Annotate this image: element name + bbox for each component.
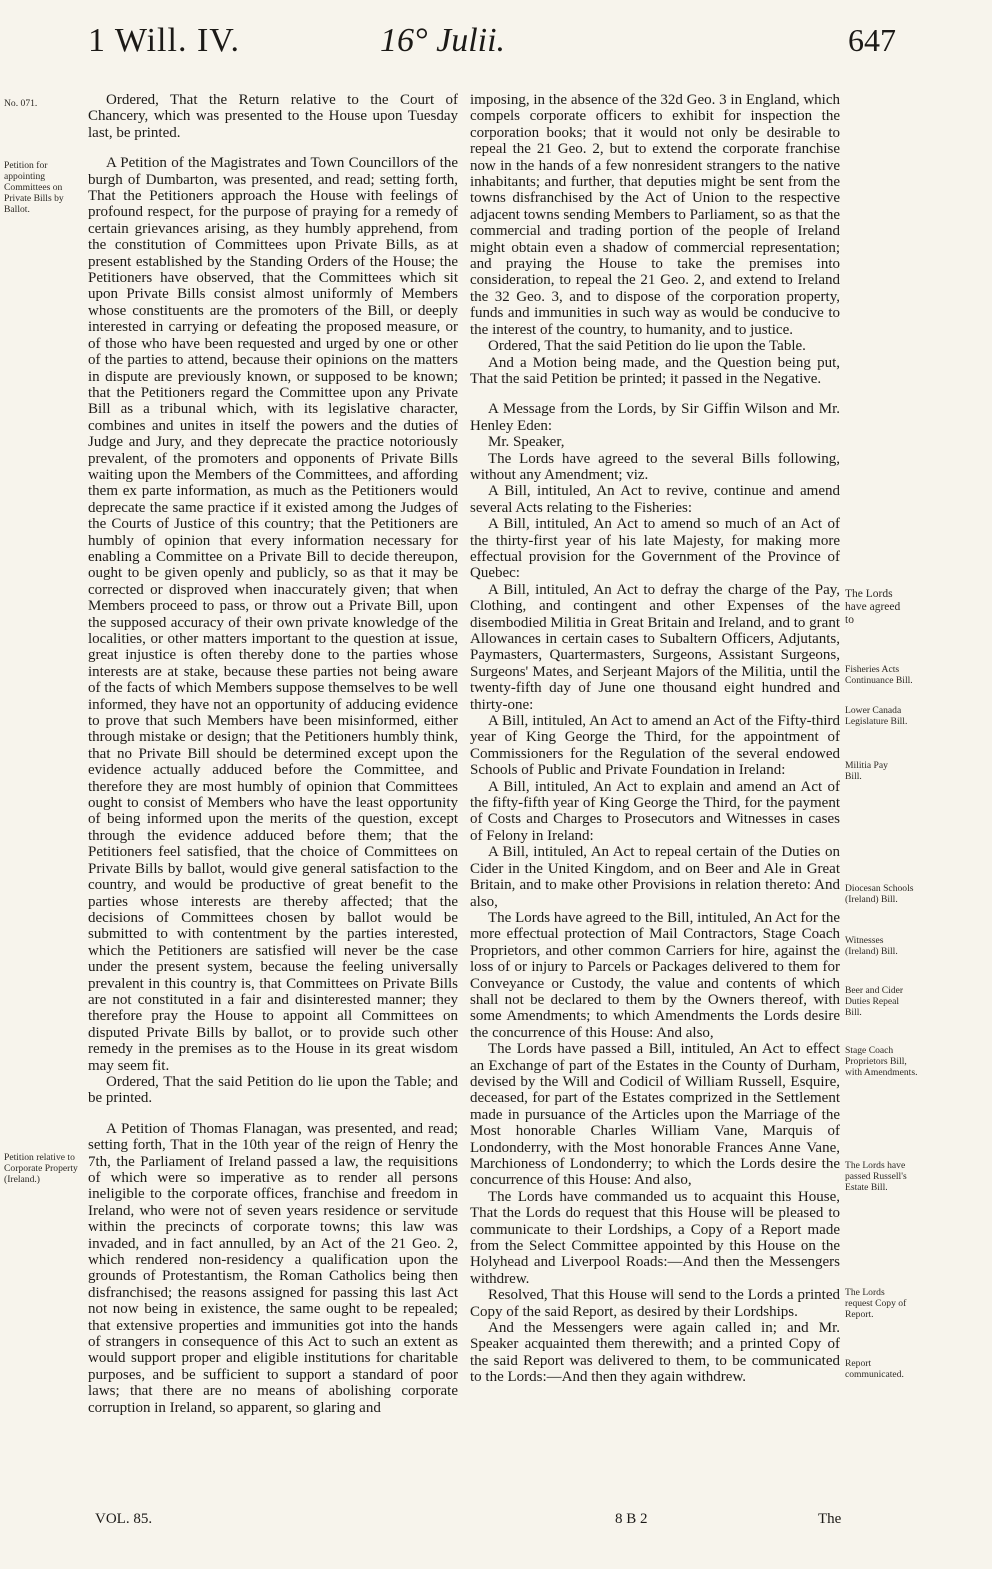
- paragraph: Ordered, That the said Petition do lie upon the Table; and be printed.: [88, 1073, 458, 1107]
- paragraph: imposing, in the absence of the 32d Geo. 3 in England, which compels corporate officers to exhibit for inspection the corporation books; that it would not only be desirable to repeal the 21 Geo. 2, but to extend the corporate franchise now in the hands of a few nonresident strangers to the native inhabitants; and further, that deputies might be sent from the towns disfranchised by the Act of Union to the respective adjacent towns sending Members to Parliament, so as that the commercial and trading portion of the people of Ireland might obtain even a shadow of commercial representation; and praying the House to take the premises into consideration, to repeal the 21 Geo. 2, and extend to Ireland the 32 Geo. 3, and to dispose of the corporation property, funds and immunities in such way as would be conducive to the interest of the country, to humanity, and to justice.: [470, 92, 840, 338]
- margin-note-witnesses: Witnesses (Ireland) Bill.: [845, 935, 898, 957]
- paragraph: And a Motion being made, and the Question being put, That the said Petition be printed; it passed in the Negative.: [470, 354, 840, 387]
- paragraph: The Lords have agreed to the several Bills following, without any Amendment; viz.: [470, 450, 840, 483]
- margin-note-corporate-property: Petition relative to Corporate Property (Ireland.): [4, 1152, 78, 1185]
- margin-note-number: No. 071.: [4, 98, 38, 109]
- paragraph: Ordered, That the Return relative to the Court of Chancery, which was presented to the House upon Tuesday last, be printed.: [88, 92, 458, 141]
- paragraph: A Bill, intituled, An Act to amend an Act of the Fifty-third year of King George the Third, for the appointment of Commissioners for the Regulation of the several endowed Schools of Public and Private Foundation in Ireland:: [470, 713, 840, 779]
- paragraph: A Bill, intituled, An Act to defray the charge of the Pay, Clothing, and contingent and other Expenses of the disembodied Militia in Great Britain and Ireland, and to grant Allowances in certain cases to Subaltern Officers, Adjutants, Paymasters, Quartermasters, Surgeons, Assistant Surgeons, Surgeons' Mates, and Serjeant Majors of the Militia, until the twenty-fifth day of June one thousand eight hundred and thirty-one:: [470, 581, 840, 713]
- paragraph: The Lords have commanded us to acquaint this House, That the Lords do request that this House will be pleased to communicate to their Lordships, a Copy of a Report made from the Select Committee appointed by this House on the Holyhead and Liverpool Roads:—And then the Messengers withdrew.: [470, 1188, 840, 1287]
- paragraph: A Petition of the Magistrates and Town Councillors of the burgh of Dumbarton, was presented, and read; setting forth, That the Petitioners approach the House with feelings of profound respect, for the purpose of praying for a remedy of certain grievances arising, as they humbly apprehend, from the constitution of Committees upon Private Bills, as at present established by the Standing Orders of the House; the Petitioners have observed, that the Committees which sit upon Private Bills consist almost uniformly of Members whose constituents are the promoters of the Bill, or deeply interested in carrying or defeating the proposed measure, or of those who have been requested and urged by one or other of the parties to attend, because their opinions on the matters in dispute are previously known, or supposed to be known; that the Petitioners regard the Committee upon any Private Bill as a tribunal which, with its legislative character, combines and unites in itself the powers and the duties of Judge and Jury, and they deprecate the practice notoriously prevalent, of the promoters and opponents of Private Bills waiting upon the Members of the Committees, and affording them ex parte information, as much as the Petitioners would deprecate the same practice if it existed among the Judges of the Courts of Justice of this country; that the Petitioners are humbly of opinion that every information necessary for enabling a Committee on a Private Bill to decide thereupon, ought to be given openly and publicly, so as that it may be corrected or disproved when inaccurately given; that when Members proceed to pass, or throw out a Private Bill, upon the supposed accuracy of their own private knowledge of the localities, or other matters important to the question at issue, great injustice is often thereby done to the parties whose interests are at stake, because these parties not being aware of the facts of which Members suppose themselves to be well informed, they have not an opportunity of adducing evidence to prove that such Members have been misinformed, either through mistake or design; that the Petitioners humbly think, that no Private Bill should be determined except upon the evidence actually adduced before the Committee, and therefore they are most humbly of opinion that Committees ought to consist of Members who have the least opportunity of being informed upon the merits of the question, except through the evidence adduced before them; that the Petitioners feel satisfied, that the choice of Committees on Private Bills by ballot, would give general satisfaction to the country, and would be productive of great benefit to the parties whose interests are thereby affected; that the decisions of Committees chosen by ballot would be submitted to with contentment by the parties interested, which the Petitioners are satisfied will never be the case under the present system, because the feeling universally prevalent in this country is, that Committees on Private Bills are not constituted in a fair and disinterested manner; they therefore pray the House to appoint all Committees on disputed Private Bills by ballot, or to provide such other remedy in the premises as to the House in its great wisdom may seem fit.: [88, 155, 458, 1074]
- date-heading: 16° Julii.: [380, 22, 506, 59]
- margin-note-report-communicated: Report communicated.: [845, 1358, 904, 1380]
- paragraph: The Lords have passed a Bill, intituled, An Act to effect an Exchange of part of the Estates in the County of Durham, devised by the Will and Codicil of William Russell, Esquire, deceased, for part of the Estates comprized in the Settlement made in pursuance of the Articles upon the Marriage of the Most honorable Charles William Vane, Marquis of Londonderry, with the Most honorable Frances Anne Vane, Marchioness of Londonderry; to which the Lords desire the concurrence of this House: And also,: [470, 1041, 840, 1189]
- paragraph: A Bill, intituled, An Act to explain and amend an Act of the fifty-fifth year of King George the Third, for the payment of Costs and Charges to Prosecutors and Witnesses in cases of Felony in Ireland:: [470, 778, 840, 844]
- volume-number: VOL. 85.: [95, 1511, 153, 1527]
- margin-note-request-copy: The Lords request Copy of Report.: [845, 1287, 907, 1320]
- margin-note-lords-agreed: The Lords have agreed to: [845, 588, 901, 626]
- signature-mark: 8 B 2: [615, 1511, 648, 1527]
- paragraph: Mr. Speaker,: [488, 434, 565, 451]
- paragraph: A Petition of Thomas Flanagan, was presented, and read; setting forth, That in the 10th year of the reign of Henry the 7th, the Parliament of Ireland passed a law, the requisitions of which were so imperative as to render all persons ineligible to the corporate offices, franchise and freedom in Ireland, who were not of seven years residence or servitude within the precincts of corporate towns; this law was invaded, and in fact annulled, by an Act of the 21 Geo. 2, which rendered non-residency a qualification upon the grounds of Protestantism, the Roman Catholics being then disfranchised; the reasons assigned for passing this last Act not now being in existence, the same ought to be repealed; that extensive properties and immunities got into the hands of strangers in consequence of this Act to such an extent as would support proper and eligible institutions for charitable purposes, and be sufficient to support a standard of poor laws; that there are no means of abolishing corporate corruption in Ireland, so apparent, so glaring and: [88, 1120, 458, 1416]
- margin-note-militia: Militia Pay Bill.: [845, 760, 888, 782]
- paragraph: The Lords have agreed to the Bill, intituled, An Act for the more effectual protection of Mail Contractors, Stage Coach Proprietors, and other common Carriers for hire, against the loss of or injury to Parcels or Packages delivered to them for Conveyance or Custody, the value and contents of which shall not be declared to them by the Owners thereof, with some Amendments; to which Amendments the Lords desire the concurrence of this House: And also,: [470, 909, 840, 1041]
- paragraph: A Bill, intituled, An Act to amend so much of an Act of the thirty-first year of his late Majesty, for making more effectual provision for the Government of the Province of Quebec:: [470, 516, 840, 582]
- margin-note-fisheries: Fisheries Acts Continuance Bill.: [845, 664, 913, 686]
- paragraph: A Bill, intituled, An Act to revive, continue and amend several Acts relating to the Fisheries:: [470, 483, 840, 516]
- paragraph: A Message from the Lords, by Sir Giffin Wilson and Mr. Henley Eden:: [470, 401, 840, 434]
- catchword: The: [818, 1511, 842, 1527]
- margin-note-diocesan: Diocesan Schools (Ireland) Bill.: [845, 883, 914, 905]
- paragraph: Ordered, That the said Petition do lie upon the Table.: [488, 338, 806, 355]
- paragraph: And the Messengers were again called in; and Mr. Speaker acquainted them therewith; and a printed Copy of the said Report was delivered to them, to be communicated to the Lords:—And then they again withdrew.: [470, 1320, 840, 1386]
- page-number: 647: [848, 22, 896, 58]
- margin-note-lower-canada: Lower Canada Legislature Bill.: [845, 705, 908, 727]
- paragraph: Resolved, That this House will send to the Lords a printed Copy of the said Report, as desired by their Lordships.: [470, 1287, 840, 1320]
- margin-note-beer-cider: Beer and Cider Duties Repeal Bill.: [845, 985, 904, 1018]
- margin-note-stage-coach: Stage Coach Proprietors Bill, with Amendments.: [845, 1045, 918, 1078]
- paragraph: A Bill, intituled, An Act to repeal certain of the Duties on Cider in the United Kingdom, and on Beer and Ale in Great Britain, and to make other Provisions in relation thereto: And also,: [470, 844, 840, 910]
- margin-note-ballot: Petition for appointing Committees on Private Bills by Ballot.: [4, 160, 64, 215]
- right-column: [470, 92, 840, 1386]
- left-column: [88, 92, 458, 1416]
- page-header: [0, 22, 992, 72]
- regnal-year: 1 Will. IV.: [88, 22, 240, 59]
- margin-note-russell-estate: The Lords have passed Russell's Estate Bill.: [845, 1160, 907, 1193]
